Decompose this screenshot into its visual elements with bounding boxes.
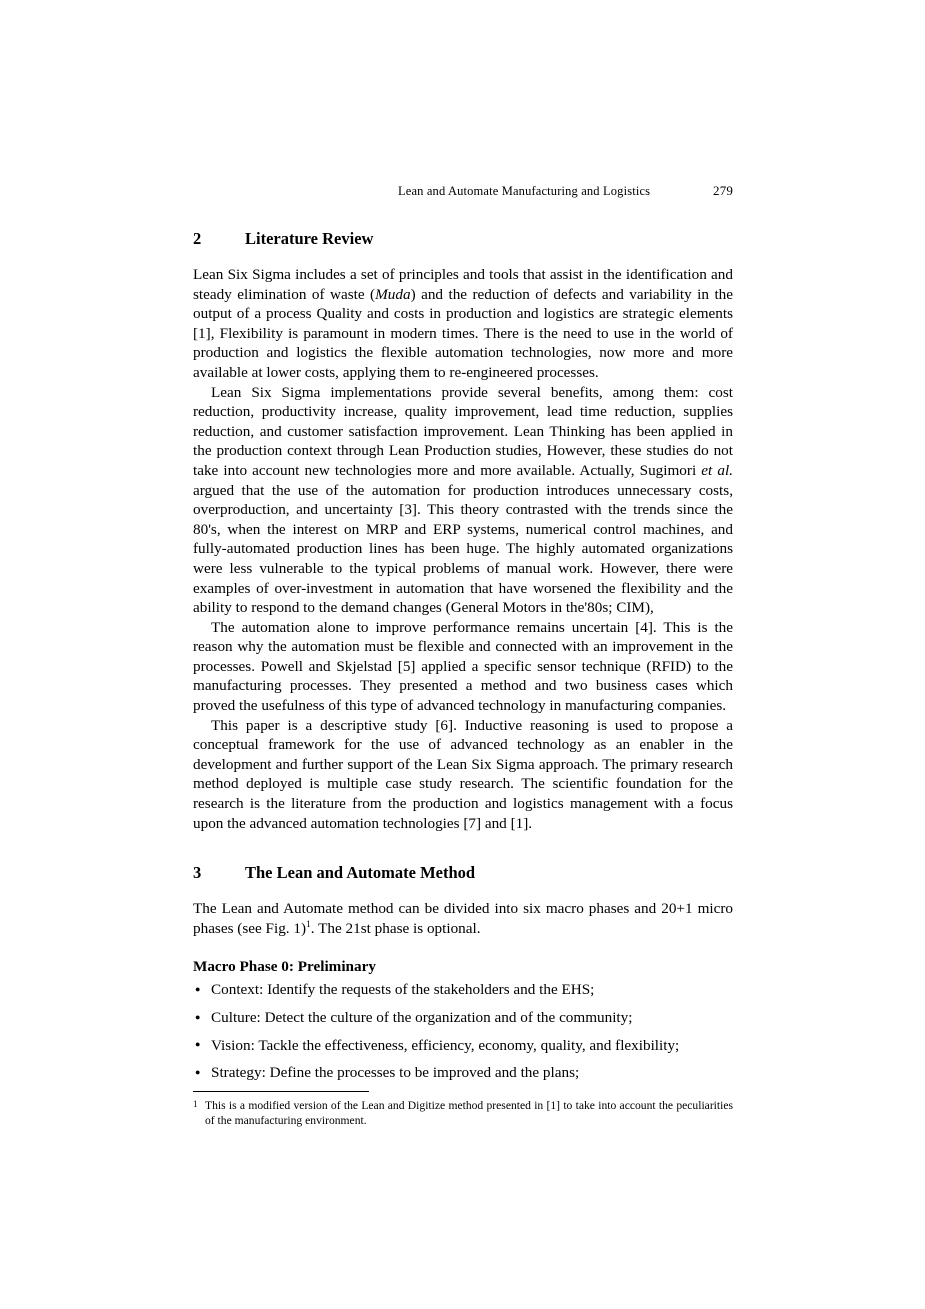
- footnote-divider: [193, 1091, 369, 1092]
- method-intro-text-tail: . The 21st phase is optional.: [310, 919, 481, 937]
- section-number: 2: [193, 229, 202, 248]
- macro-phase-0-list: [193, 980, 733, 1082]
- paragraph: This paper is a descriptive study [6]. Inductive reasoning is used to propose a conceptual framework for the use of advanced technology as an enabler in the development and further support of the Lean Six Sigma approach. The primary research method deployed is multiple case study research. The scientific foundation for the research is the literature from the production and logistics management with a focus upon the advanced automation technologies [7] and [1].: [193, 716, 733, 832]
- page-content: [193, 183, 733, 1128]
- method-intro-text: The Lean and Automate method can be divided into six macro phases and 20+1 micro phases (see Fig. 1): [193, 900, 733, 937]
- running-head: [193, 183, 733, 199]
- footnote: [193, 1098, 733, 1128]
- section-title: The Lean and Automate Method: [245, 863, 476, 883]
- list-item: ● Vision: Tackle the effectiveness, efficiency, economy, quality, and flexibility;: [193, 1036, 733, 1056]
- paragraph: Lean Six Sigma implementations provide several benefits, among them: cost reduction, productivity increase, quality improvement, lead time reduction, supplies reduction, and customer satisfaction improvement. Lean Thinking has been applied in the production context through Lean Production studies, However, these studies do not take into account new technologies more and more available. Actually, Sugimori et al. argued that the use of the automation for production introduces unnecessary costs, overproduction, and uncertainty [3]. This theory contrasted with the trends since the 80's, when the interest on MRP and ERP systems, numerical control machines, and fully-automated production lines has been huge. The highly automated organizations were less vulnerable to the typical problems of manual work. However, there were examples of over-investment in automation that have worsened the flexibility and the ability to respond to the demand changes (General Motors in the'80s; CIM),: [193, 383, 733, 617]
- list-item: ● Strategy: Define the processes to be improved and the plans;: [193, 1063, 733, 1083]
- page-number: 279: [713, 183, 733, 198]
- paragraph: The automation alone to improve performance remains uncertain [4]. This is the reason why the automation must be flexible and connected with an improvement in the processes. Powell and Skjelstad [5] applied a specific sensor technique (RFID) to the manufacturing processes. They presented a method and two business cases which proved the usefulness of this type of advanced technology in manufacturing companies.: [193, 618, 733, 715]
- list-item: ● Context: Identify the requests of the stakeholders and the EHS;: [193, 980, 733, 1000]
- paragraph: Lean Six Sigma includes a set of principles and tools that assist in the identification and steady elimination of waste (Muda) and the reduction of defects and variability in the output of a process Quality and costs in production and logistics are strategic elements [1], Flexibility is paramount in modern times. There is the need to use in the world of production and logistics the flexible automation technologies, now more and more available at lower costs, applying them to re-engineered processes.: [193, 266, 734, 381]
- footnote-mark: 1: [193, 1098, 198, 1109]
- section-heading-3: [193, 863, 733, 883]
- running-head-title: Lean and Automate Manufacturing and Logistics: [398, 184, 651, 198]
- subheading-macro-phase-0: Macro Phase 0: Preliminary: [193, 958, 376, 976]
- section-heading-2: [193, 229, 733, 249]
- section-title: Literature Review: [245, 229, 374, 248]
- footnote-text: This is a modified version of the Lean and Digitize method presented in [1] to take into account the peculiarities of the manufacturing environment.: [205, 1098, 733, 1127]
- list-item: ● Culture: Detect the culture of the organization and of the community;: [193, 1008, 733, 1028]
- footnote-reference[interactable]: 1: [306, 919, 311, 930]
- paragraph: [193, 899, 733, 938]
- section-number: 3: [193, 863, 202, 883]
- footnote-area: [193, 1091, 733, 1128]
